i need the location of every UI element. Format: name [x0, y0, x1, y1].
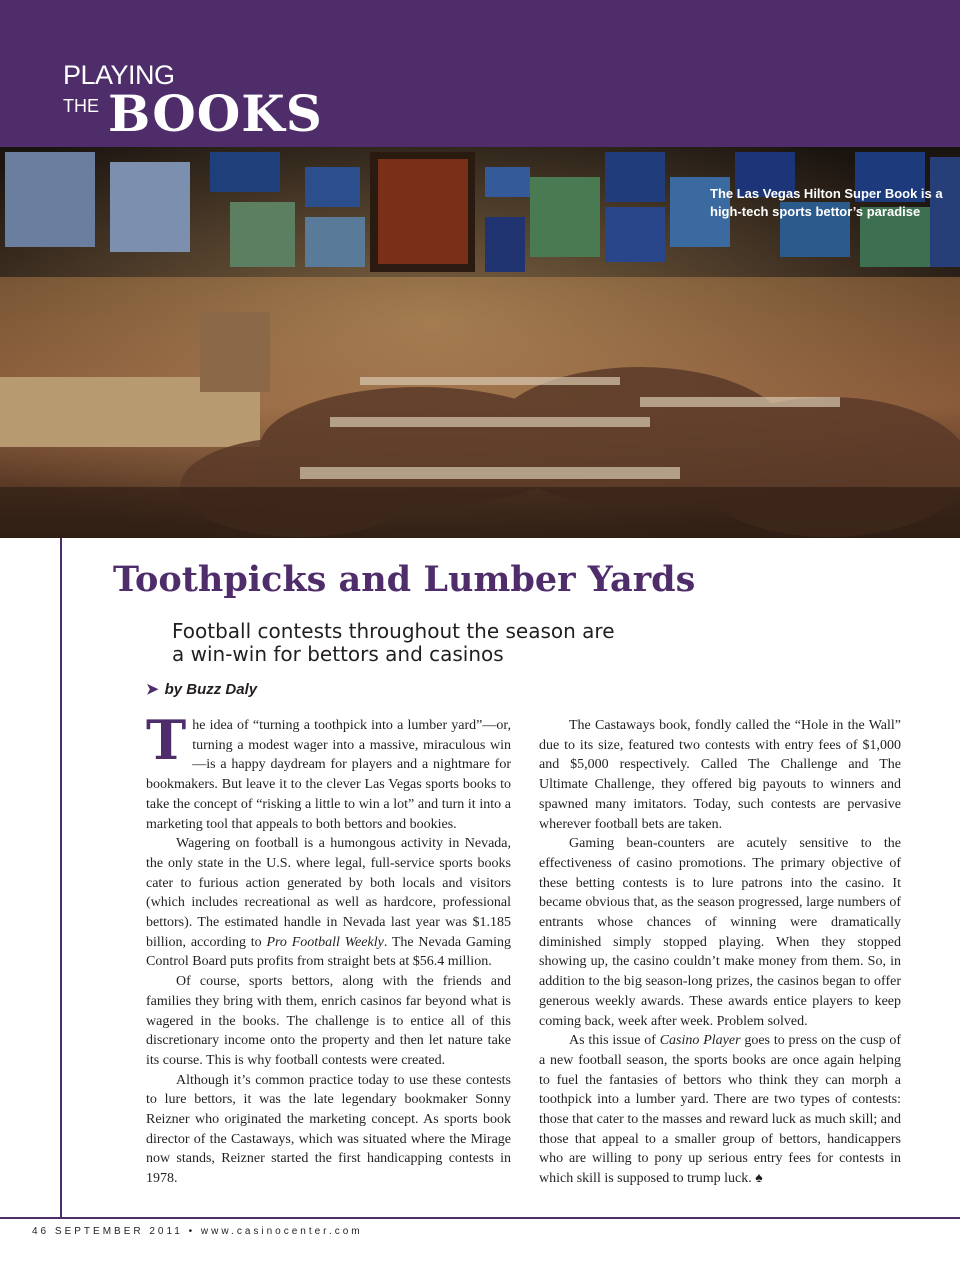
paragraph-2-end: . The Nevada Gaming Control Board puts profits from straight bets at $56.4 million.: [146, 934, 511, 970]
byline-text: by Buzz Daly: [164, 681, 258, 698]
footer-rule: [0, 1217, 960, 1219]
page-folio: 46 SEPTEMBER 2011 • www.casinocenter.com: [32, 1226, 363, 1237]
paragraph-7: [539, 1031, 901, 1189]
section-title-playing: PLAYING: [63, 60, 175, 90]
publication-title: Pro Football Weekly: [266, 934, 384, 950]
paragraph-7-text: goes to press on the cusp of a new football season, the sports books are once again helping to fuel the fantasies of bettors who think they can morph a toothpick into a lumber yard. There are two types of contests: those that cater to the masses and reward luck as much skill; and those that appeal to a smaller group of bettors, handicappers who are willing to pony up serious entry fees for contests in which skill is supposed to trump luck.: [539, 1033, 901, 1187]
left-rule: [60, 538, 62, 1218]
paragraph-2: [146, 834, 511, 972]
section-title-the: THE: [63, 96, 99, 116]
paragraph-3: Of course, sports bettors, along with the friends and families they bring with them, enrich casinos far beyond what is wagered in the books. The challenge is to entice all of this discretionary income onto the property and then let nature take its course. This is why football contests were created.: [146, 974, 511, 1068]
article-column-right: [539, 716, 901, 1189]
section-title-books: BOOKS: [108, 84, 323, 143]
spade-end-mark-icon: ♠: [755, 1171, 763, 1187]
paragraph-6: Gaming bean-counters are acutely sensitive to the effectiveness of casino promotions. The primary objective of these betting contests is to lure patrons into the casino. It became obvious that, as the season progressed, large numbers of entrants whose chances of winning were dramatically diminished simply stopped playing. When they stopped showing up, the casino couldn’t make money from them. So, in addition to the big season-long prizes, the casinos began to offer generous weekly awards. These awards entice players to keep coming back, week after week. Problem solved.: [539, 836, 901, 1029]
paragraph-5: The Castaways book, fondly called the “Hole in the Wall” due to its size, featured two contests with entry fees of $1,000 and $5,000 respectively. Called The Challenge and The Ultimate Challenge, they offered big payouts to winners and spawned many imitators. Today, such contests are pervasive wherever football bets are taken.: [539, 718, 901, 832]
paragraph-1: [146, 708, 511, 834]
byline-arrow-icon: ➤: [146, 681, 159, 698]
article-deck: Football contests throughout the season are a win-win for bettors and casinos: [172, 619, 615, 666]
magazine-title: Casino Player: [659, 1033, 741, 1049]
photo-caption: The Las Vegas Hilton Super Book is a high-tech sports bettor’s paradise: [710, 186, 943, 219]
paragraph-1-text: he idea of “turning a toothpick into a lumber yard”—or, turning a modest wager into a massive, miraculous win—is a happy daydream for players and a nightmare for bookmakers. But leave it to the clever Las Vegas sports books to take the concept of “risking a little to win a lot” and turn it into a marketing tool that appeals to both bettors and bookies.: [146, 718, 511, 832]
article-column-left: [146, 708, 511, 1189]
drop-cap: T: [146, 708, 187, 772]
paragraph-2-text: Wagering on football is a humongous activity in Nevada, the only state in the U.S. where legal, full-service sports books cater to furious action generated by both locals and visitors (which includes recreational as well as hardcore, professional bettors). The estimated handle in Nevada last year was $1.185 billion, according to: [146, 836, 511, 950]
article-byline: [146, 680, 257, 698]
article-headline: Toothpicks and Lumber Yards: [113, 559, 696, 600]
paragraph-7-start: As this issue of: [569, 1033, 660, 1049]
paragraph-4: Although it’s common practice today to use these contests to lure bettors, it was the late legendary bookmaker Sonny Reizner who originated the marketing concept. As sports book director of the Castaways, which was situated where the Mirage now stands, Reizner started the first handicapping contests in 1978.: [146, 1072, 511, 1187]
